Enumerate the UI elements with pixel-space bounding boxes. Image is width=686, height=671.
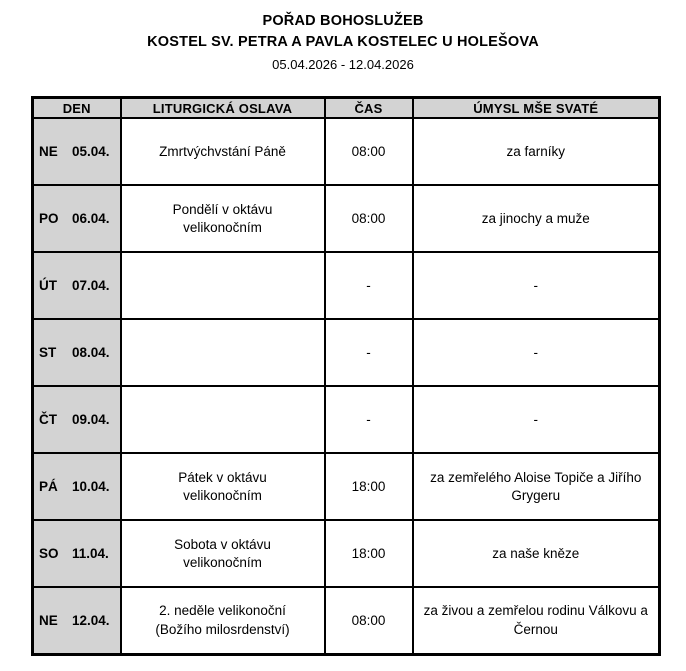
day-abbrev: ČT: [39, 412, 57, 428]
day-date: 12.04.: [72, 613, 110, 629]
document-header: [0, 11, 686, 75]
time-cell: -: [325, 386, 413, 453]
day-abbrev: SO: [39, 546, 59, 562]
time-cell: 18:00: [325, 453, 413, 520]
day-date: 10.04.: [72, 479, 110, 495]
intention-cell: za zemřelého Aloise Topiče a Jiřího Grygeru: [413, 453, 660, 520]
day-abbrev: ST: [39, 345, 57, 361]
time-cell: -: [325, 252, 413, 319]
time-cell: -: [325, 319, 413, 386]
time-cell: 08:00: [325, 118, 413, 185]
table-header-row: [33, 97, 660, 118]
day-cell: [33, 386, 121, 453]
intention-cell: za jinochy a muže: [413, 185, 660, 252]
day-cell: [33, 520, 121, 587]
intention-cell: za farníky: [413, 118, 660, 185]
table-row: [33, 118, 660, 185]
day-cell: [33, 252, 121, 319]
table-row: [33, 386, 660, 453]
day-date: 07.04.: [72, 278, 110, 294]
day-date: 09.04.: [72, 412, 110, 428]
page-title: POŘAD BOHOSLUŽEB: [262, 13, 424, 29]
intention-cell: -: [413, 319, 660, 386]
time-cell: 08:00: [325, 587, 413, 654]
day-abbrev: PO: [39, 211, 59, 227]
schedule-table: [31, 96, 661, 656]
day-date: 11.04.: [72, 546, 109, 562]
table-row: [33, 587, 660, 654]
liturgy-cell: Zmrtvýchvstání Páně: [121, 118, 325, 185]
intention-cell: za naše kněze: [413, 520, 660, 587]
table-row: [33, 319, 660, 386]
day-abbrev: NE: [39, 144, 58, 160]
liturgy-cell: Pondělí v oktávu velikonočním: [121, 185, 325, 252]
liturgy-cell: Sobota v oktávu velikonočním: [121, 520, 325, 587]
intention-cell: -: [413, 252, 660, 319]
day-date: 05.04.: [72, 144, 110, 160]
table-row: [33, 520, 660, 587]
day-cell: [33, 319, 121, 386]
church-name: KOSTEL SV. PETRA A PAVLA KOSTELEC U HOLEŠOVA: [147, 34, 539, 51]
table-body: [33, 118, 660, 654]
column-header-cas: ČAS: [325, 97, 413, 118]
day-abbrev: ÚT: [39, 278, 57, 294]
table-row: [33, 185, 660, 252]
intention-cell: za živou a zemřelou rodinu Válkovu a Černou: [413, 587, 660, 654]
day-cell: [33, 185, 121, 252]
table-row: [33, 252, 660, 319]
date-range: 05.04.2026 - 12.04.2026: [272, 57, 414, 73]
liturgy-cell: [121, 252, 325, 319]
time-cell: 08:00: [325, 185, 413, 252]
liturgy-cell: [121, 319, 325, 386]
intention-cell: -: [413, 386, 660, 453]
liturgy-cell: [121, 386, 325, 453]
day-abbrev: NE: [39, 613, 58, 629]
column-header-umysl-mse-svate: ÚMYSL MŠE SVATÉ: [413, 97, 660, 118]
day-abbrev: PÁ: [39, 479, 58, 495]
day-cell: [33, 587, 121, 654]
time-cell: 18:00: [325, 520, 413, 587]
liturgy-cell: 2. neděle velikonoční (Božího milosrdenství): [121, 587, 325, 654]
day-cell: [33, 118, 121, 185]
day-date: 08.04.: [72, 345, 110, 361]
liturgy-cell: Pátek v oktávu velikonočním: [121, 453, 325, 520]
column-header-den: DEN: [33, 97, 121, 118]
table-row: [33, 453, 660, 520]
column-header-liturgicka-oslava: LITURGICKÁ OSLAVA: [121, 97, 325, 118]
day-cell: [33, 453, 121, 520]
day-date: 06.04.: [72, 211, 110, 227]
